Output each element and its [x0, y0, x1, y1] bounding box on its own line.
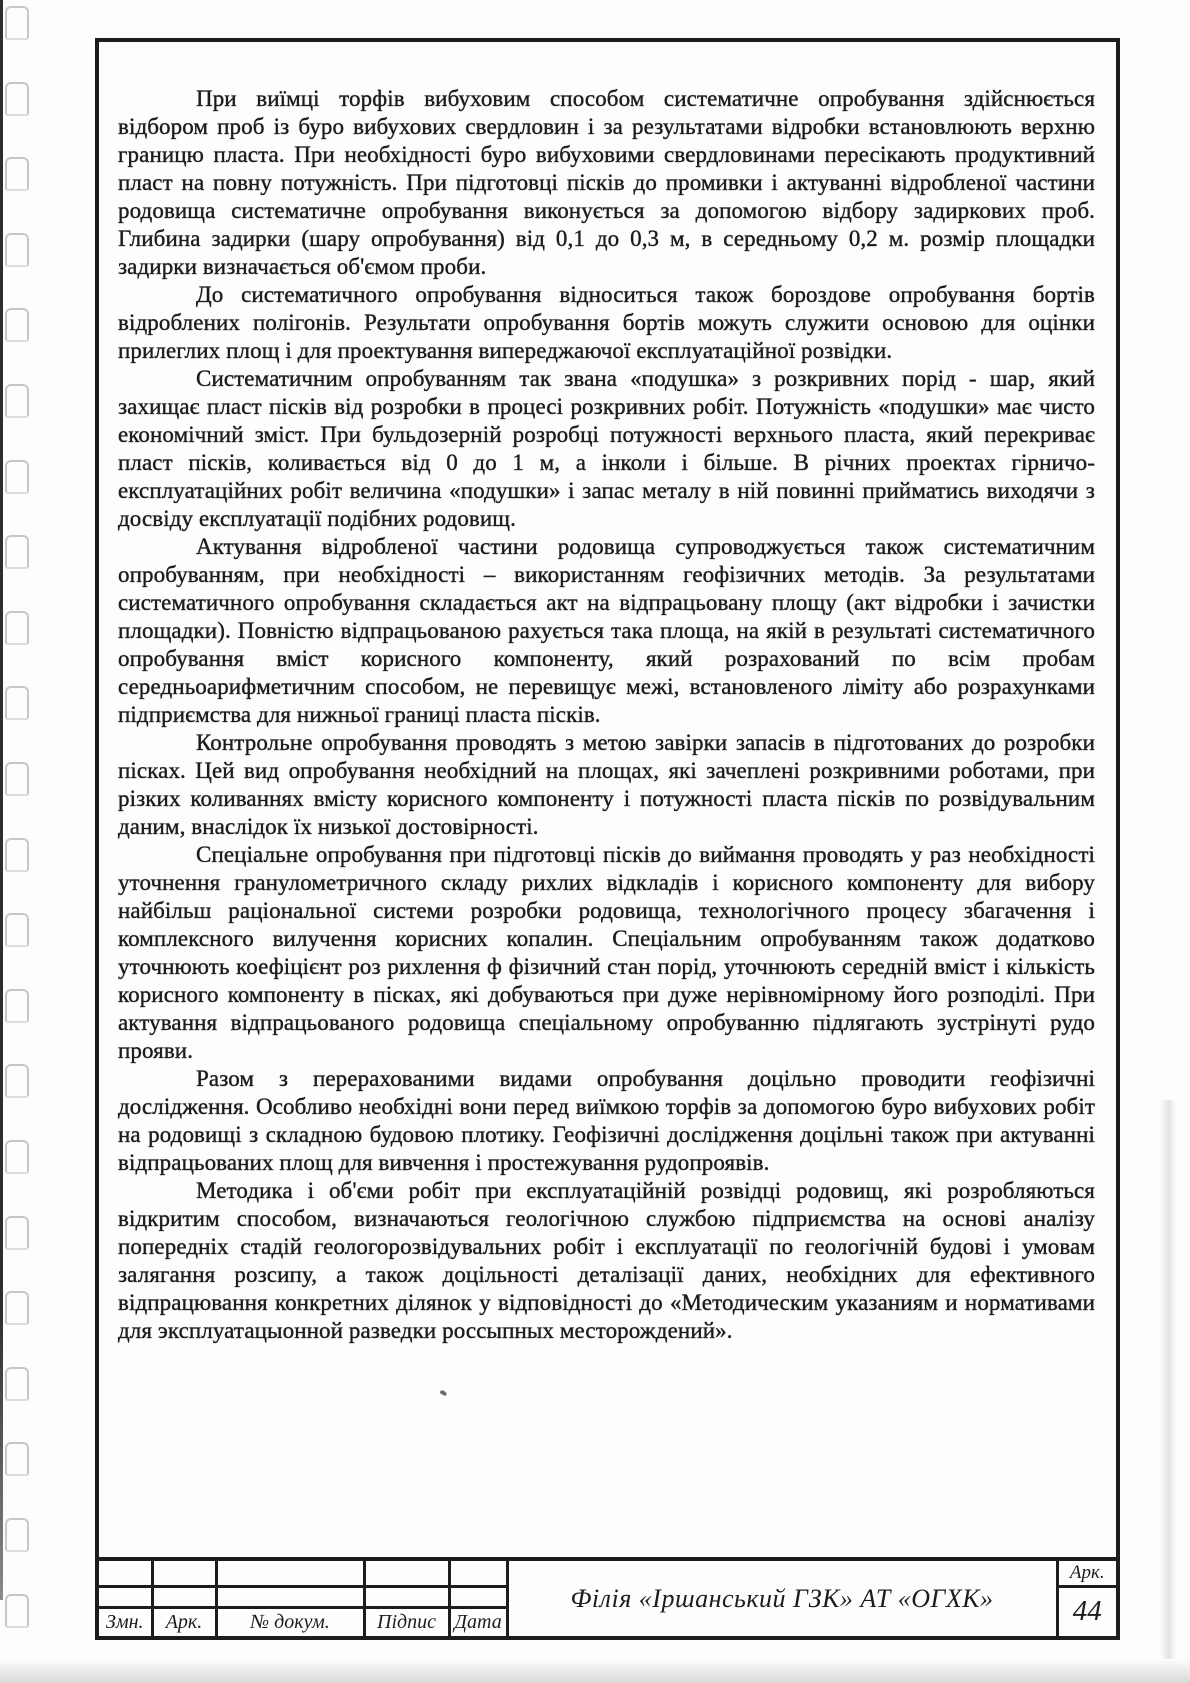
sheet-number: 44 [1057, 1586, 1118, 1638]
binder-hole-icon [5, 1442, 29, 1476]
organization-name: Філія «Іршанський ГЗК» АТ «ОГХК» [507, 1559, 1057, 1638]
binder-hole-icon [5, 460, 29, 494]
binder-hole-icon [5, 1291, 29, 1325]
binder-hole-icon [5, 233, 29, 267]
binder-hole-icon [5, 535, 29, 569]
stamp-cell-empty [152, 1559, 216, 1586]
binder-hole-icon [5, 611, 29, 645]
binder-hole-icon [5, 1367, 29, 1401]
stamp-label-data: Дата [449, 1607, 507, 1638]
stamp-cell-empty [216, 1559, 364, 1586]
binder-hole-icon [5, 913, 29, 947]
paragraph: Разом з перерахованими видами опробування доцільно проводити геофізичні дослідження. Особливо необхідні вони перед виїмкою торфів за допомогою буро вибухових робіт на родовищі з складною будовою плотику. Геофізичні дослідження доцільні також при актуванні відпрацьованих площ для вивчення і простежування рудопроявів. [118, 1066, 1095, 1175]
scan-bottom-shadow-artifact [0, 1659, 1190, 1683]
stamp-cell-empty [449, 1586, 507, 1607]
stamp-cell-empty [364, 1559, 449, 1586]
binder-hole-icon [5, 1594, 29, 1628]
document-body [99, 42, 1116, 1345]
stamp-cell-empty [449, 1559, 507, 1586]
stamp-cell-empty [97, 1559, 152, 1586]
binder-hole-icon [5, 1140, 29, 1174]
binder-hole-icon [5, 686, 29, 720]
paragraph: Контрольне опробування проводять з метою завірки запасів в підготованих до розробки пісках. Цей вид опробування необхідний на площах, які зачеплені розкривними роботами, при різких коливаннях вмісту корисного компоненту і потужності пласта пісків по розвідувальним даним, внаслідок їх низької достовірності. [118, 730, 1095, 839]
stamp-label-ark: Арк. [152, 1607, 216, 1638]
binder-hole-icon [5, 6, 29, 40]
stamp-cell-empty [364, 1586, 449, 1607]
binder-hole-icon [5, 762, 29, 796]
paragraph: Спеціальне опробування при підготовці пісків до виймання проводять у раз необхідності уточнення гранулометричного складу рихлих відкладів і корисного компоненту для вибору найбільш раціональної системи розробки родовища, технологічного процесу збагачення і комплексного вилучення корисних копалин. Спеціальним опробуванням також додатково уточнюють коефіцієнт роз рихлення ф фізичний стан порід, уточнюють середній вміст і кількість корисного компоненту в пісках, які добуваються при дуже нерівномірному його розподілі. При актування відпрацьованого родовища спеціальному опробуванню підлягають зустрінуті рудо прояви. [118, 842, 1095, 1063]
stamp-cell-empty [216, 1586, 364, 1607]
binder-hole-icon [5, 989, 29, 1023]
paragraph: Систематичним опробуванням так звана «подушка» з розкривних порід - шар, який захищає пласт пісків від розробки в процесі розкривних робіт. Потужність «подушки» має чисто економічний зміст. При бульдозерній розробці потужності верхнього пласта, який перекриває пласт пісків, коливається від 0 до 1 м, а інколи і більше. В річних проектах гірничо-експлуатаційних робіт величина «подушки» і запас металу в ній повинні прийматись виходячи з досвіду експлуатації подібних родовищ. [118, 366, 1095, 531]
binder-hole-icon [5, 308, 29, 342]
stamp-label-zmn: Змн. [97, 1607, 152, 1638]
binder-hole-icon [5, 1064, 29, 1098]
scan-streak-artifact [1160, 1100, 1176, 1665]
paragraph: Актування відробленої частини родовища супроводжується також систематичним опробуванням, при необхідності – використанням геофізичних методів. За результатами систематичного опробування складається акт на відпрацьовану площу (акт відробки і зачистки площадки). Повністю відпрацьованою рахується така площа, на якій в результаті систематичного опробування вміст корисного компоненту, який розрахований по всім пробам середньоарифметичним способом, не перевищує межі, встановленого ліміту або розрахунками підприємства для нижньої границі пласта пісків. [118, 534, 1095, 727]
paragraph: При виїмці торфів вибуховим способом систематичне опробування здійснюється відбором проб із буро вибухових свердловин і за результатами відробки встановлюють верхню границю пласта. При необхідності буро вибуховими свердловинами пересікають продуктивний пласт на повну потужність. При підготовці пісків до промивки і актуванні відробленої частини родовища систематичне опробування виконується за допомогою відбору задиркових проб. Глибина задирки (шару опробування) від 0,1 до 0,3 м, в середньому 0,2 м. розмір площадки задирки визначається об'ємом проби. [118, 86, 1095, 279]
paragraph: До систематичного опробування відноситься також бороздове опробування бортів відроблених полігонів. Результати опробування бортів можуть служити основою для оцінки прилеглих площ і для проектування випереджаючої експлуатаційної розвідки. [118, 282, 1095, 363]
binder-hole-icon [5, 1216, 29, 1250]
binder-holes [0, 0, 40, 1683]
binder-hole-icon [5, 384, 29, 418]
sheet-label: Арк. [1057, 1559, 1118, 1586]
page-border-frame [95, 38, 1120, 1640]
stamp-cell-empty [97, 1586, 152, 1607]
binder-hole-icon [5, 1518, 29, 1552]
stamp-label-dokum: № докум. [216, 1607, 364, 1638]
binder-hole-icon [5, 82, 29, 116]
stamp-cell-empty [152, 1586, 216, 1607]
binder-hole-icon [5, 838, 29, 872]
stamp-label-pidpys: Підпис [364, 1607, 449, 1638]
binder-hole-icon [5, 157, 29, 191]
paragraph: Методика і об'єми робіт при експлуатаційній розвідці родовищ, які розробляються відкритим способом, визначаються геологічною службою підприємства на основі аналізу попередніх стадій геологорозвідувальних робіт і експлуатації по геологічній будові і умовам залягання розсипу, а також доцільності деталізації даних, необхідних для ефективного відпрацювання конкретних ділянок у відповідності до «Методическим указаниям и нормативами для эксплуатацыонной разведки россыпных месторождений». [118, 1178, 1095, 1343]
title-block [95, 1557, 1120, 1640]
